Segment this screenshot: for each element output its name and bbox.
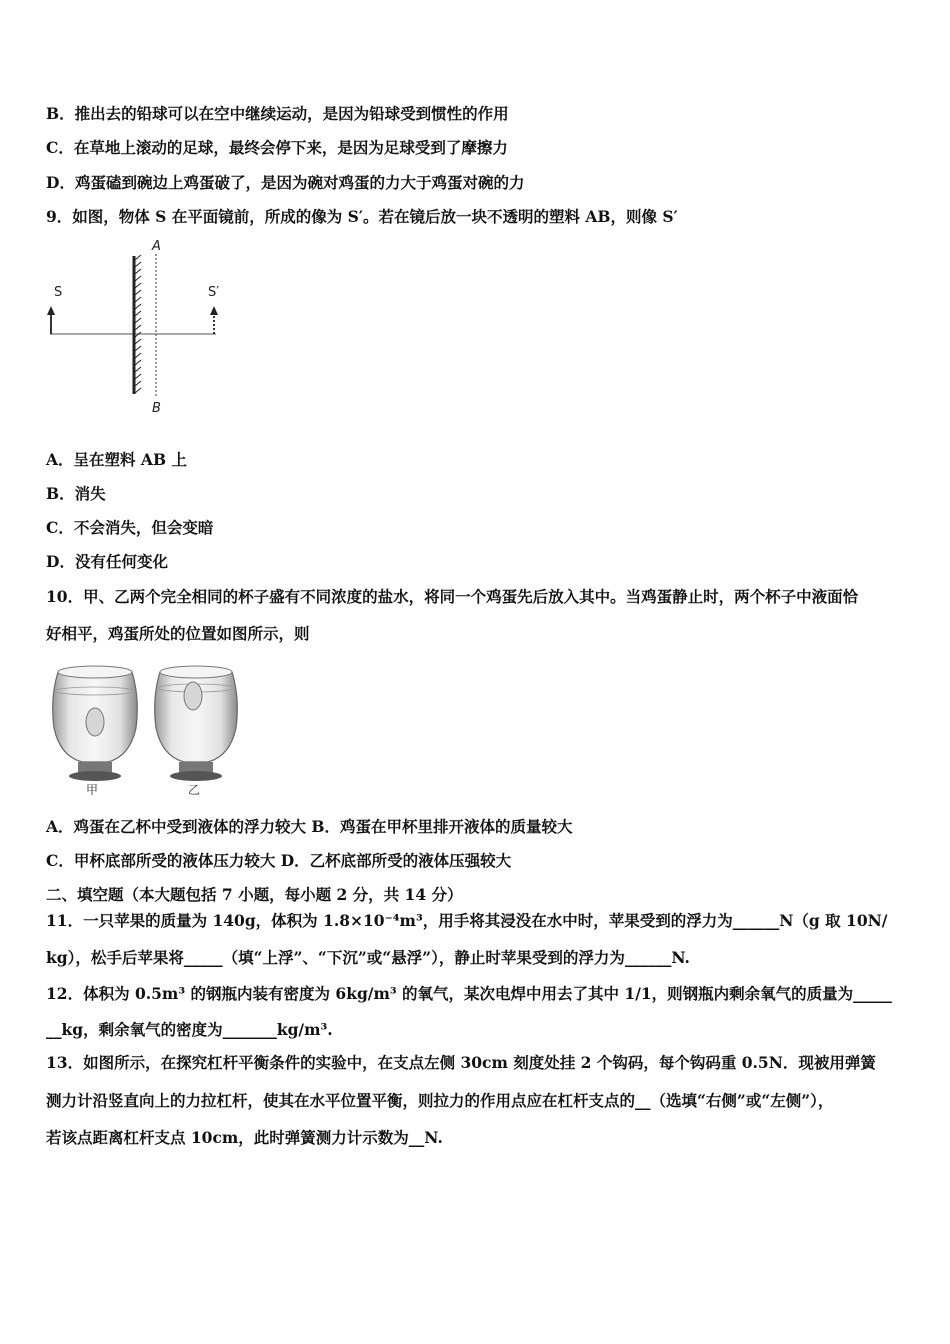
q9-mirror-figure	[40, 236, 240, 416]
cup-yi	[155, 666, 238, 797]
q10-cups-figure	[46, 658, 256, 798]
mirror-diagram	[40, 236, 240, 416]
cups-diagram	[46, 658, 256, 798]
q10-options-line2: C．甲杯底部所受的液体压力较大 D．乙杯底部所受的液体压强较大	[46, 851, 512, 870]
q9-option-c: C．不会消失，但会变暗	[46, 518, 214, 537]
label-s-prime: S′	[208, 285, 220, 300]
q10-options-line1: A．鸡蛋在乙杯中受到液体的浮力较大 B．鸡蛋在甲杯里排开液体的质量较大	[46, 817, 573, 836]
q13-line1: 13．如图所示，在探究杠杆平衡条件的实验中，在支点左侧 30cm 刻度处挂 2 个钩码，每个钩码重 0.5N．现被用弹簧	[46, 1053, 876, 1072]
cup-jia	[53, 666, 138, 797]
q13-line3: 若该点距离杠杆支点 10cm，此时弹簧测力计示数为__N.	[46, 1128, 443, 1147]
object-s-arrowhead	[47, 306, 55, 315]
label-a: A	[152, 239, 161, 254]
q10-stem-line2: 好相平，鸡蛋所处的位置如图所示，则	[46, 624, 310, 643]
label-s: S	[54, 285, 63, 300]
q8-option-d: D．鸡蛋磕到碗边上鸡蛋破了，是因为碗对鸡蛋的力大于鸡蛋对碗的力	[46, 173, 525, 192]
label-b: B	[152, 401, 161, 416]
q9-stem: 9．如图，物体 S 在平面镜前，所成的像为 S′。若在镜后放一块不透明的塑料 AB，则像 S′	[46, 207, 678, 226]
q12-line1: 12．体积为 0.5m³ 的钢瓶内装有密度为 6kg/m³ 的氧气，某次电焊中用去了其中 1/1，则钢瓶内剩余氧气的质量为_____	[46, 984, 892, 1003]
egg-yi	[184, 682, 202, 710]
q11-line1: 11．一只苹果的质量为 140g，体积为 1.8×10⁻⁴m³，用手将其浸没在水中时，苹果受到的浮力为______N（g 取 10N/	[46, 911, 888, 930]
section2-title: 二、填空题（本大题包括 7 小题，每小题 2 分，共 14 分）	[46, 885, 463, 904]
q13-line2: 测力计沿竖直向上的力拉杠杆，使其在水平位置平衡，则拉力的作用点应在杠杆支点的__（选填“右侧”或“左侧”），	[46, 1091, 834, 1110]
q12-line2: __kg，剩余氧气的密度为_______kg/m³.	[46, 1020, 333, 1039]
q9-option-a: A．呈在塑料 AB 上	[46, 450, 187, 469]
q10-stem-line1: 10．甲、乙两个完全相同的杯子盛有不同浓度的盐水，将同一个鸡蛋先后放入其中。当鸡蛋静止时，两个杯子中液面恰	[46, 587, 859, 606]
q9-option-b: B．消失	[46, 484, 106, 503]
egg-jia	[86, 708, 104, 736]
q9-option-d: D．没有任何变化	[46, 552, 168, 571]
image-s-prime-arrowhead	[210, 306, 218, 315]
label-yi: 乙	[188, 783, 201, 797]
label-jia: 甲	[86, 783, 99, 797]
q8-option-b: B．推出去的铅球可以在空中继续运动，是因为铅球受到惯性的作用	[46, 104, 509, 123]
q8-option-c: C．在草地上滚动的足球，最终会停下来，是因为足球受到了摩擦力	[46, 138, 508, 157]
mirror-hatching	[135, 255, 141, 393]
q11-line2: kg），松手后苹果将_____（填“上浮”、“下沉”或“悬浮”），静止时苹果受到的浮力为______N.	[46, 948, 690, 967]
